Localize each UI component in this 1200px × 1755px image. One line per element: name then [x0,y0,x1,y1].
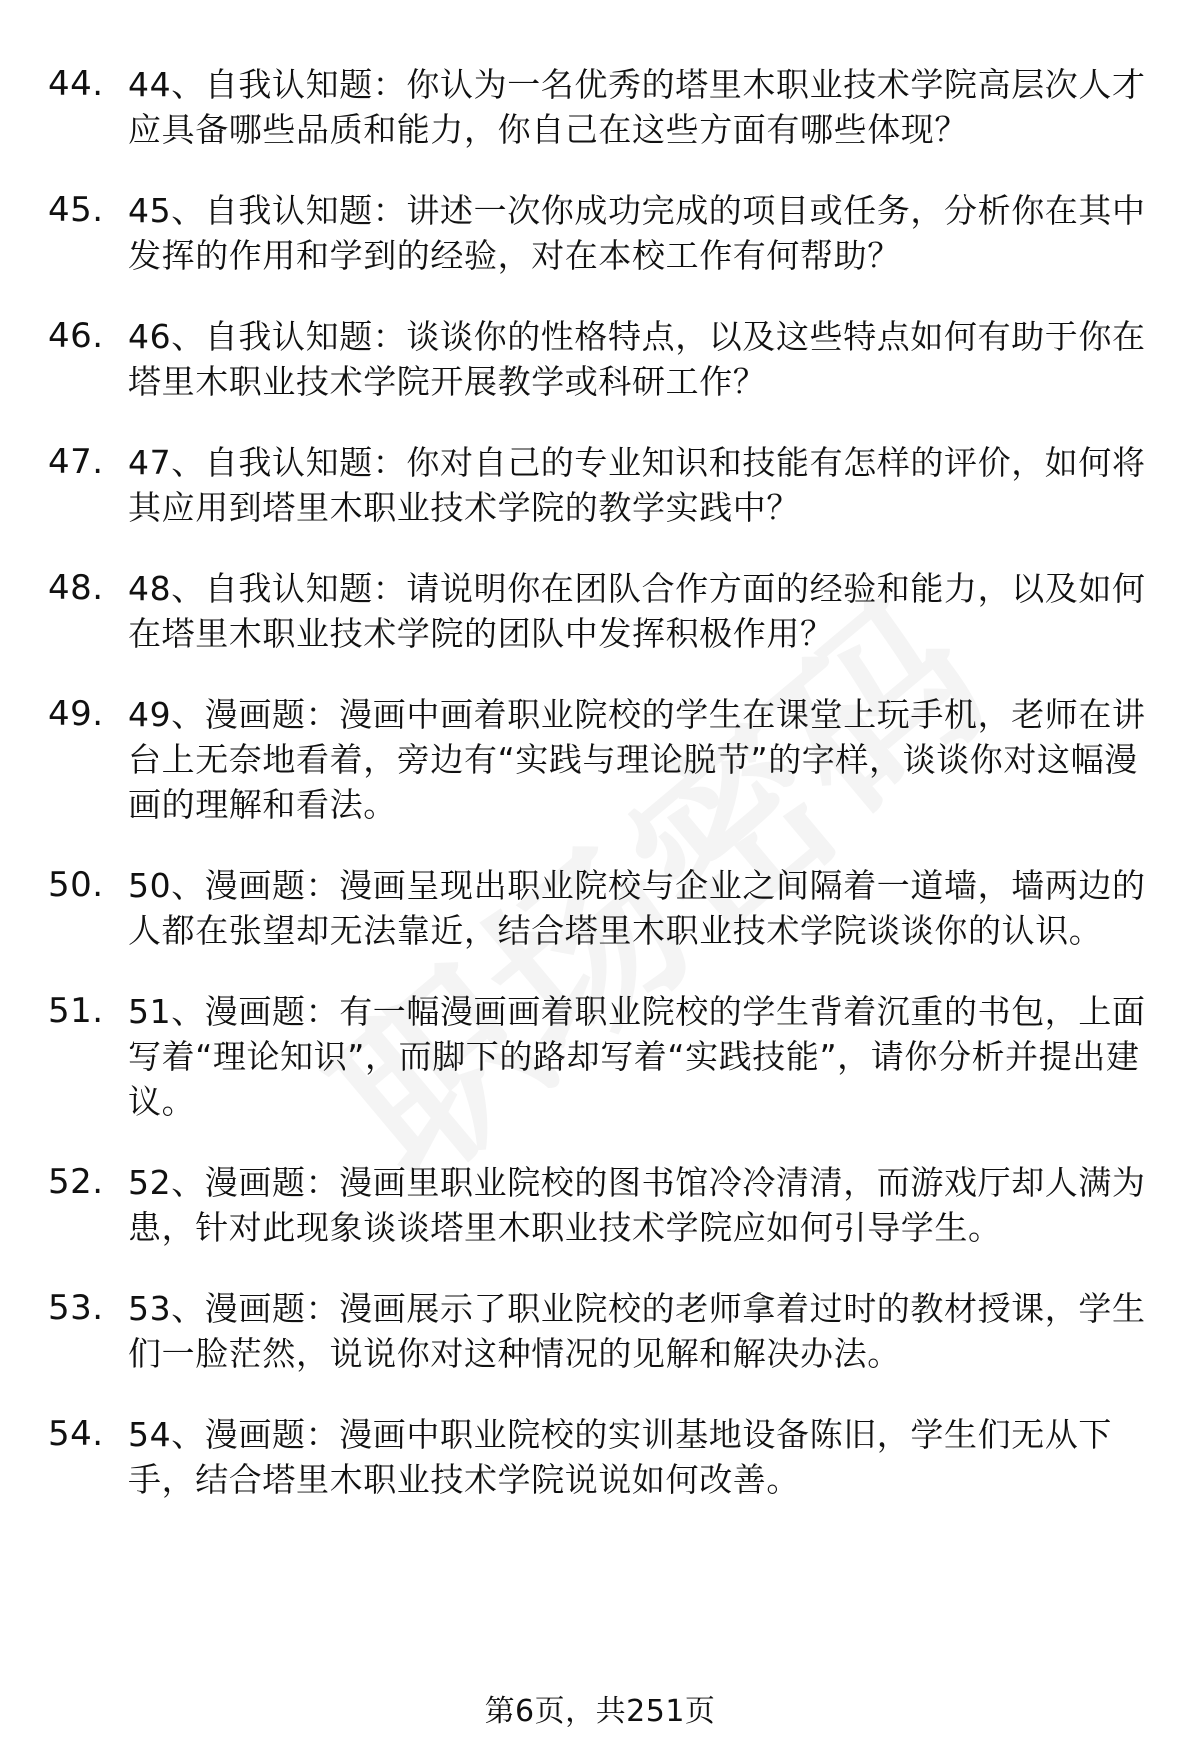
question-text: 45、自我认知题：讲述一次你成功完成的项目或任务，分析你在其中发挥的作用和学到的经验，对在本校工作有何帮助？ [128,191,1146,275]
question-number: 51. [48,991,104,1031]
question-item-51 [48,989,1156,1124]
question-text: 52、漫画题：漫画里职业院校的图书馆冷冷清清，而游戏厅却人满为患，针对此现象谈谈塔里木职业技术学院应如何引导学生。 [128,1163,1146,1247]
question-item-45 [48,188,1156,278]
question-number: 45. [48,190,104,230]
question-item-54 [48,1412,1156,1502]
question-item-46 [48,314,1156,404]
question-number: 47. [48,442,104,482]
question-number: 48. [48,568,104,608]
question-number: 50. [48,865,104,905]
question-number: 49. [48,694,104,734]
question-list [48,62,1156,1538]
question-number: 54. [48,1414,104,1454]
question-number: 53. [48,1288,104,1328]
question-item-47 [48,440,1156,530]
question-number: 46. [48,316,104,356]
question-item-52 [48,1160,1156,1250]
question-item-44 [48,62,1156,152]
question-text: 49、漫画题：漫画中画着职业院校的学生在课堂上玩手机，老师在讲台上无奈地看着，旁边有“实践与理论脱节”的字样，谈谈你对这幅漫画的理解和看法。 [128,695,1146,824]
question-text: 53、漫画题：漫画展示了职业院校的老师拿着过时的教材授课，学生们一脸茫然，说说你对这种情况的见解和解决办法。 [128,1289,1146,1373]
question-item-48 [48,566,1156,656]
question-text: 48、自我认知题：请说明你在团队合作方面的经验和能力，以及如何在塔里木职业技术学院的团队中发挥积极作用？ [128,569,1146,653]
question-number: 44. [48,64,104,104]
question-number: 52. [48,1162,104,1202]
question-text: 47、自我认知题：你对自己的专业知识和技能有怎样的评价，如何将其应用到塔里木职业技术学院的教学实践中？ [128,443,1146,527]
question-item-50 [48,863,1156,953]
question-text: 46、自我认知题：谈谈你的性格特点，以及这些特点如何有助于你在塔里木职业技术学院开展教学或科研工作？ [128,317,1146,401]
question-item-53 [48,1286,1156,1376]
page-footer: 第6页，共251页 [484,1694,716,1729]
question-text: 50、漫画题：漫画呈现出职业院校与企业之间隔着一道墙，墙两边的人都在张望却无法靠近，结合塔里木职业技术学院谈谈你的认识。 [128,866,1146,950]
question-text: 51、漫画题：有一幅漫画画着职业院校的学生背着沉重的书包，上面写着“理论知识”，而脚下的路却写着“实践技能”，请你分析并提出建议。 [128,992,1146,1121]
question-item-49 [48,692,1156,827]
question-text: 54、漫画题：漫画中职业院校的实训基地设备陈旧，学生们无从下手，结合塔里木职业技术学院说说如何改善。 [128,1415,1112,1499]
question-text: 44、自我认知题：你认为一名优秀的塔里木职业技术学院高层次人才应具备哪些品质和能力，你自己在这些方面有哪些体现？ [128,65,1146,149]
